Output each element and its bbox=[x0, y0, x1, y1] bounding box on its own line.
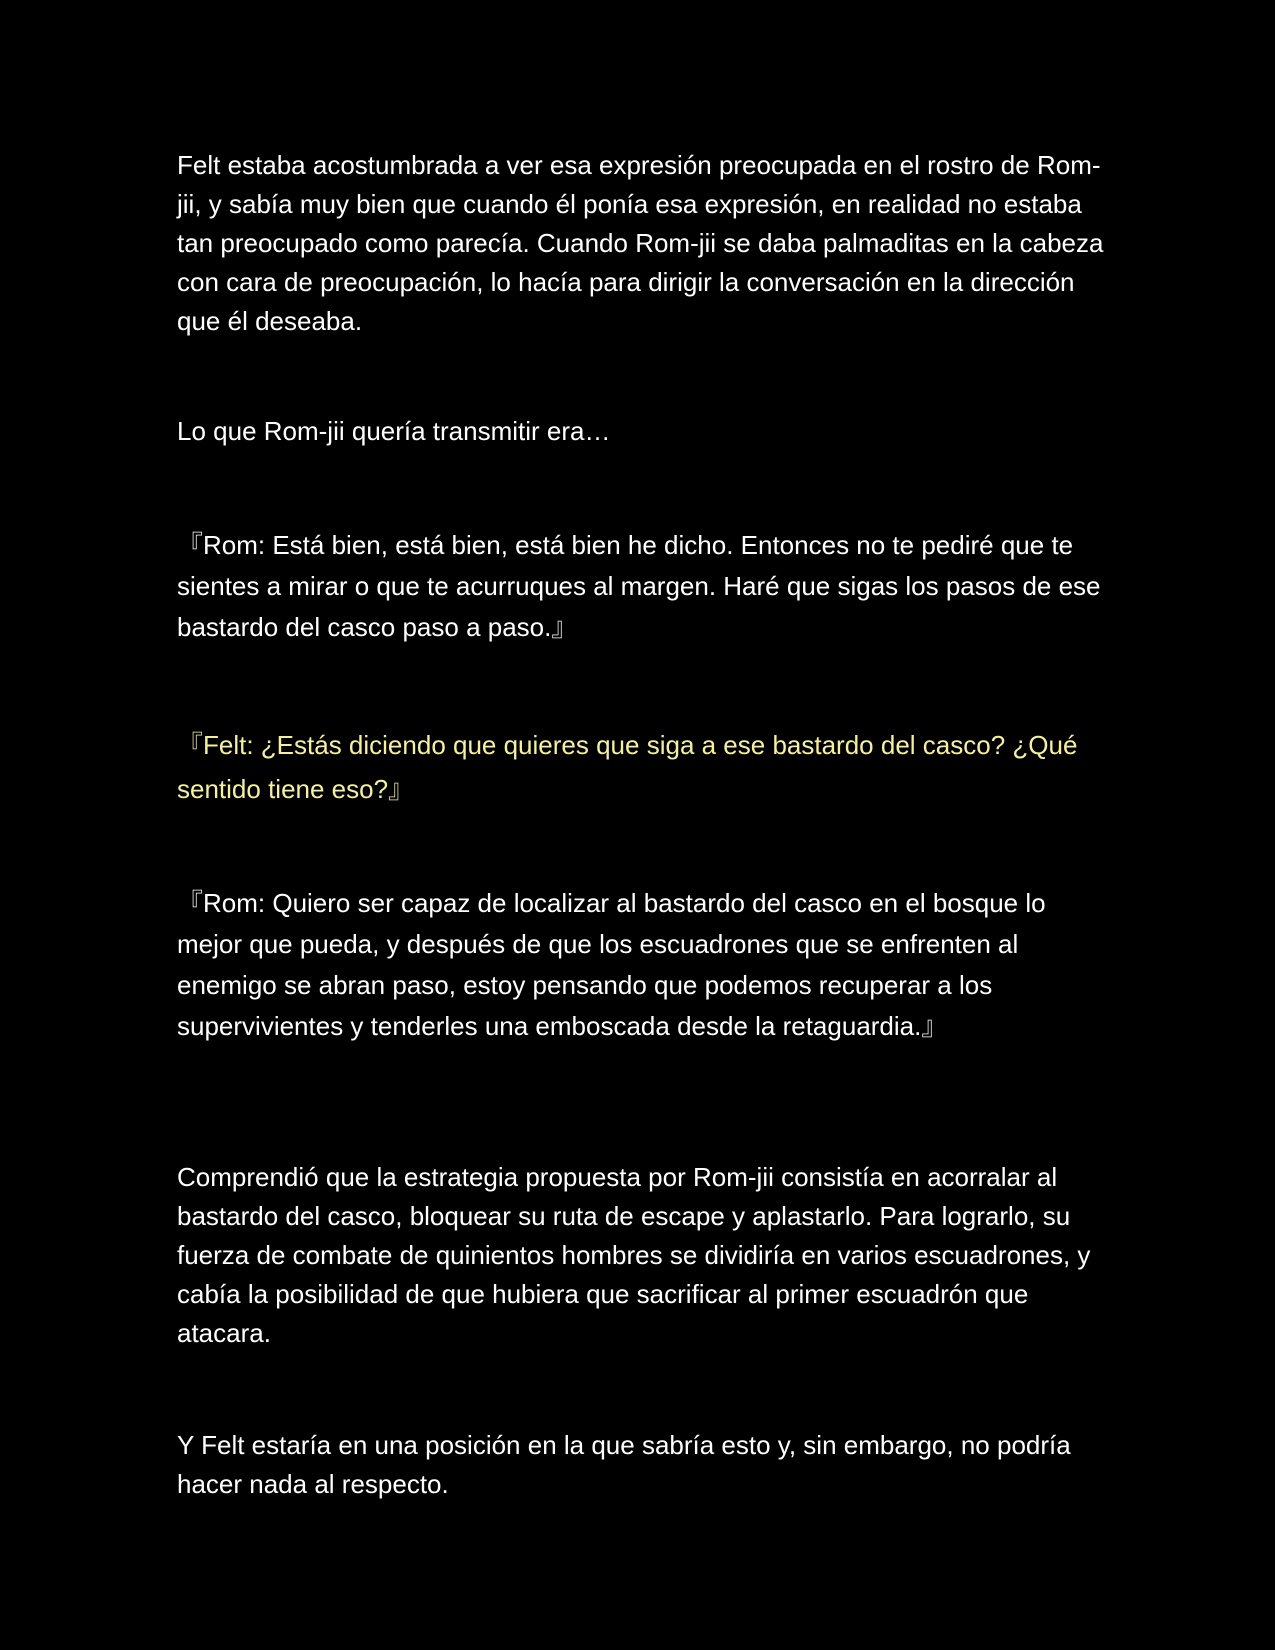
narration-paragraph-1: Felt estaba acostumbrada a ver esa expresión preocupada en el rostro de Rom-jii, y sabía muy bien que cuando él ponía esa expresión, en realidad no estaba tan preocupado como parecía. Cuando Rom-jii se daba palmaditas en la cabeza con cara de preocupación, lo hacía para dirigir la conversación en la dirección que él deseaba. bbox=[177, 150, 1104, 336]
rom-dialogue-1: 『Rom: Está bien, está bien, está bien he dicho. Entonces no te pediré que te sientes a mirar o que te acurruques al margen. Haré que sigas los pasos de ese bastardo del casco paso a paso.』 bbox=[177, 530, 1101, 642]
narration-paragraph-2: Lo que Rom-jii quería transmitir era… bbox=[177, 416, 611, 446]
narration-paragraph-4: Y Felt estaría en una posición en la que sabría esto y, sin embargo, no podría hacer nada al respecto. bbox=[177, 1430, 1071, 1499]
felt-dialogue: 『Felt: ¿Estás diciendo que quieres que siga a ese bastardo del casco? ¿Qué sentido tiene eso?』 bbox=[177, 730, 1078, 804]
rom-dialogue-2: 『Rom: Quiero ser capaz de localizar al bastardo del casco en el bosque lo mejor que pueda, y después de que los escuadrones que se enfrenten al enemigo se abran paso, estoy pensando que podemos recuperar a los supervivientes y tenderles una emboscada desde la retaguardia.』 bbox=[177, 888, 1046, 1041]
narration-paragraph-3: Comprendió que la estrategia propuesta por Rom-jii consistía en acorralar al bastardo del casco, bloquear su ruta de escape y aplastarlo. Para lograrlo, su fuerza de combate de quinientos hombres se dividiría en varios escuadrones, y cabía la posibilidad de que hubiera que sacrificar al primer escuadrón que atacara. bbox=[177, 1162, 1091, 1348]
